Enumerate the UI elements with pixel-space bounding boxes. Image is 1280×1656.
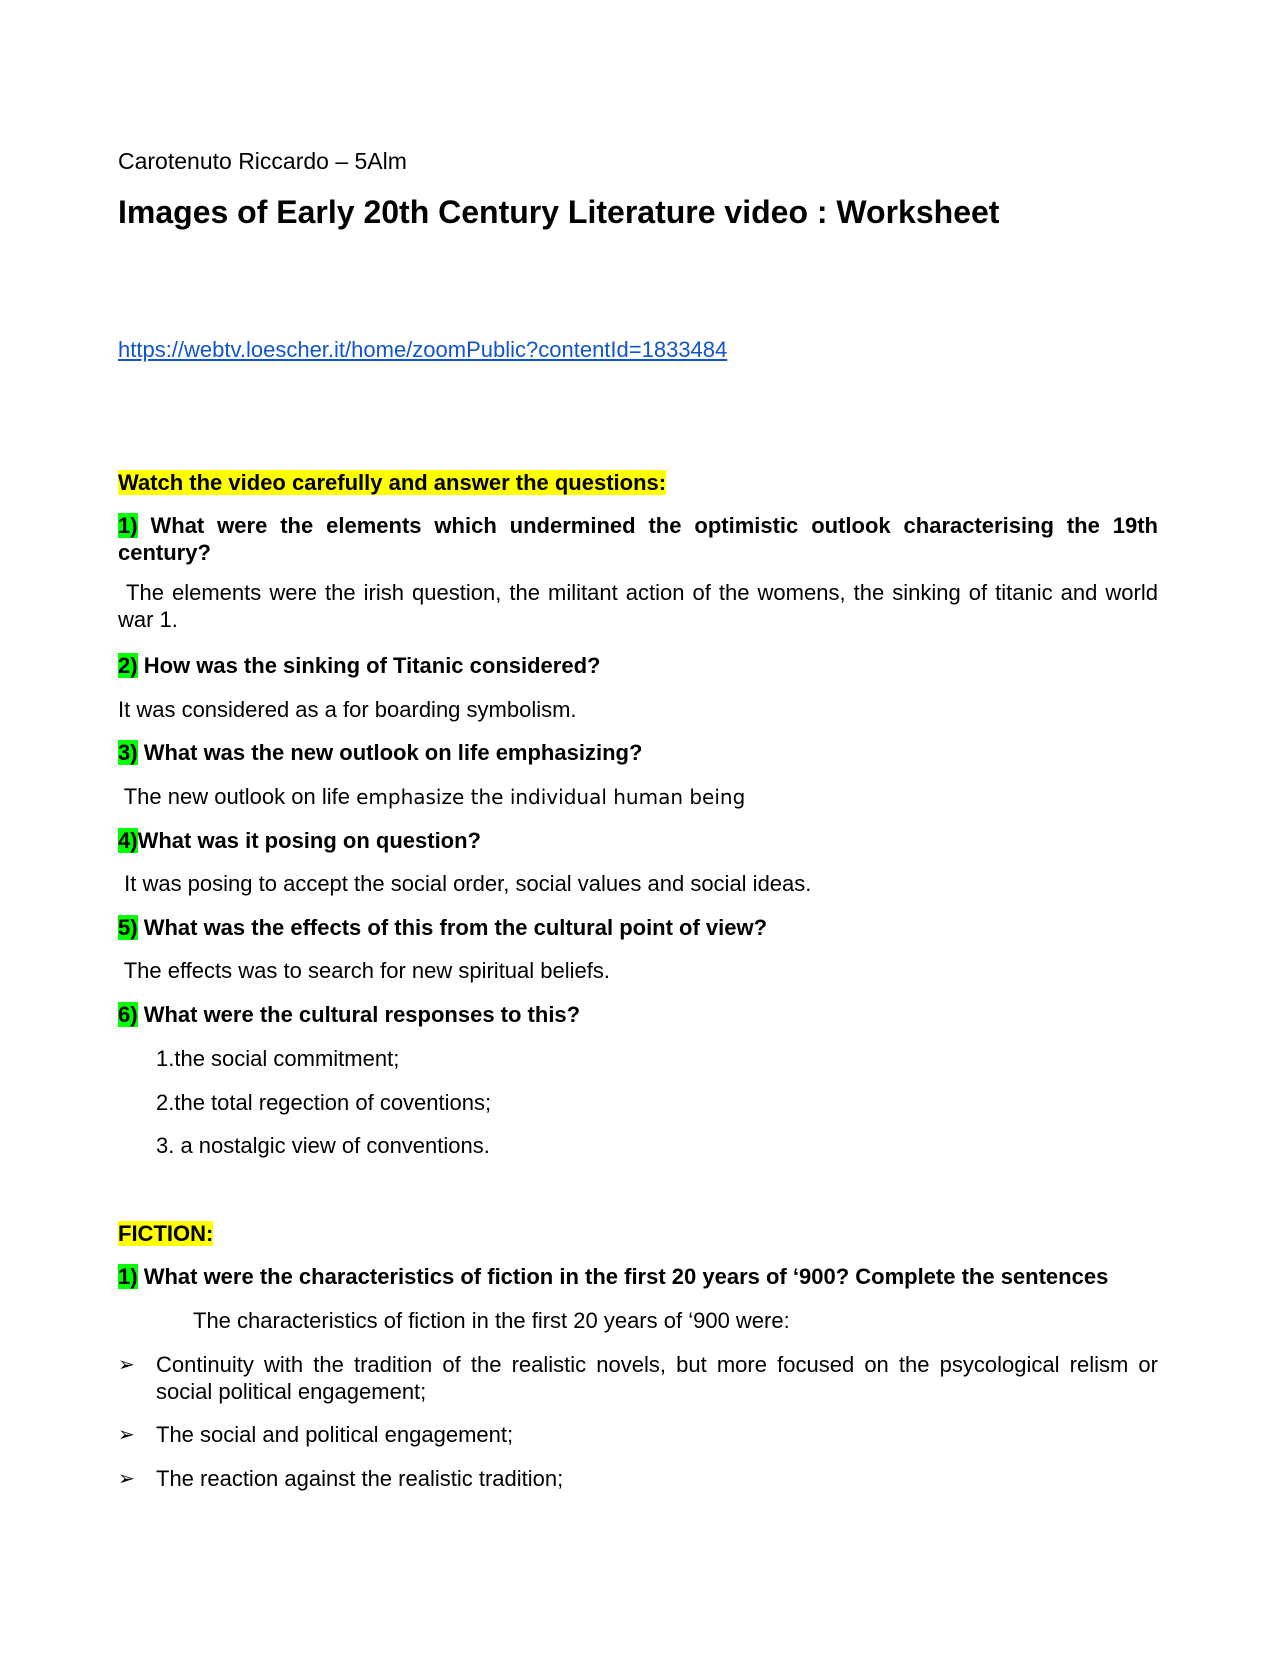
fiction-bullet-1: Continuity with the tradition of the realistic novels, but more focused on the psycological relism or social political engagement;	[156, 1352, 1158, 1404]
answer-4: It was posing to accept the social order, social values and social ideas.	[118, 871, 812, 896]
question-4-text: What was it posing on question?	[137, 828, 481, 853]
fiction-question-1-number: 1)	[118, 1264, 138, 1289]
question-2-number: 2)	[118, 653, 138, 678]
video-link[interactable]: https://webtv.loescher.it/home/zoomPublic?contentId=1833484	[118, 337, 728, 362]
question-6	[118, 1002, 580, 1028]
question-6-text: What were the cultural responses to this?	[143, 1002, 581, 1027]
answer-2: It was considered as a for boarding symbolism.	[118, 697, 577, 722]
fiction-heading-text: FICTION:	[118, 1221, 214, 1246]
instructions-heading	[118, 470, 666, 496]
question-6-number: 6)	[118, 1002, 138, 1027]
question-1-number: 1)	[118, 513, 138, 538]
question-5	[118, 915, 767, 941]
fiction-bullet-2: The social and political engagement;	[156, 1422, 514, 1447]
response-3: 3. a nostalgic view of conventions.	[156, 1133, 490, 1158]
question-2	[118, 653, 600, 679]
fiction-question-1	[118, 1264, 1108, 1290]
question-3-text: What was the new outlook on life emphasizing?	[143, 740, 643, 765]
answer-3-part1: The new outlook on life	[118, 784, 357, 809]
question-1	[118, 512, 1158, 566]
fiction-intro: The characteristics of fiction in the first 20 years of ‘900 were:	[193, 1308, 790, 1333]
question-4-number: 4)	[118, 828, 138, 853]
question-3	[118, 740, 642, 766]
question-1-text: What were the elements which undermined the optimistic outlook characterising the 19th century?	[118, 513, 1158, 565]
question-3-number: 3)	[118, 740, 138, 765]
answer-5: The effects was to search for new spiritual beliefs.	[118, 958, 610, 983]
instructions-text: Watch the video carefully and answer the questions:	[118, 470, 667, 495]
question-4	[118, 828, 481, 854]
response-1: 1.the social commitment;	[156, 1046, 400, 1071]
fiction-bullet-3: The reaction against the realistic tradition;	[156, 1466, 564, 1491]
fiction-question-1-text: What were the characteristics of fiction in the first 20 years of ‘900? Complete the sentences	[143, 1264, 1109, 1289]
fiction-heading	[118, 1221, 213, 1247]
worksheet-title: Images of Early 20th Century Literature video : Worksheet	[118, 194, 1000, 230]
response-2: 2.the total regection of coventions;	[156, 1090, 492, 1115]
bullet-arrow-icon: ➢	[118, 1468, 135, 1490]
answer-1: The elements were the irish question, the militant action of the womens, the sinking of titanic and world war 1.	[118, 580, 1165, 632]
question-5-number: 5)	[118, 915, 138, 940]
author-line: Carotenuto Riccardo – 5Alm	[118, 148, 407, 174]
question-2-text: How was the sinking of Titanic considered?	[143, 653, 601, 678]
bullet-arrow-icon: ➢	[118, 1424, 135, 1446]
question-5-text: What was the effects of this from the cultural point of view?	[143, 915, 768, 940]
answer-3	[118, 784, 745, 810]
bullet-arrow-icon: ➢	[118, 1354, 135, 1376]
answer-3-part2: emphasize the individual human being	[356, 785, 746, 809]
